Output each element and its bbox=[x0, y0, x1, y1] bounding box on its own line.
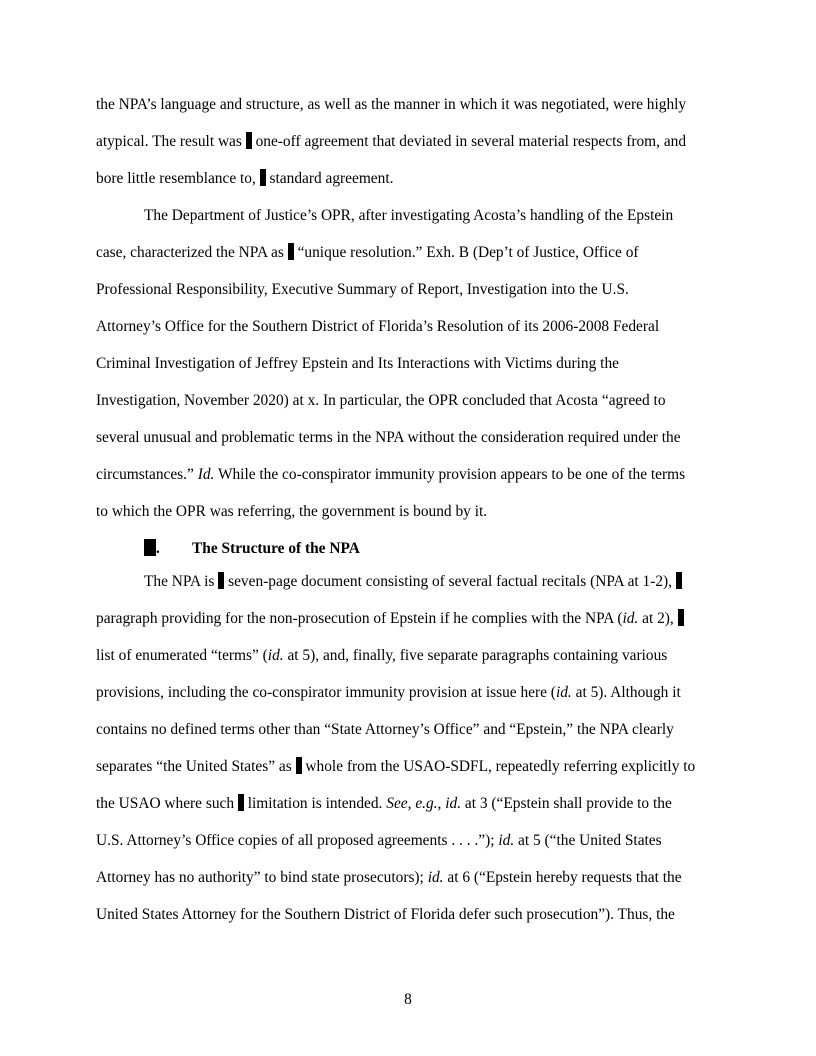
text-run: at 2), bbox=[638, 610, 678, 627]
body-line bbox=[96, 241, 639, 265]
body-line bbox=[96, 903, 675, 927]
text-run: atypical. The result was bbox=[96, 133, 246, 150]
text-run: separates “the United States” as bbox=[96, 758, 296, 775]
text-run: standard agreement. bbox=[265, 170, 394, 187]
text-run: Attorney has no authority” to bind state prosecutors); bbox=[96, 869, 428, 886]
text-run: at 6 (“Epstein hereby requests that the bbox=[443, 869, 682, 886]
body-line bbox=[96, 866, 682, 890]
body-line bbox=[96, 463, 685, 487]
body-line bbox=[96, 389, 666, 413]
text-run: at 3 (“Epstein shall provide to the bbox=[461, 795, 672, 812]
text-run: at 5), and, finally, five separate paragraphs containing various bbox=[283, 647, 668, 664]
redaction-block bbox=[144, 539, 156, 556]
body-line bbox=[96, 829, 662, 853]
text-run: United States Attorney for the Southern District of Florida defer such prosecution”). Thus, the bbox=[96, 906, 675, 923]
text-run: whole from the USAO-SDFL, repeatedly referring explicitly to bbox=[301, 758, 696, 775]
section-heading-title bbox=[192, 537, 360, 561]
heading-title: The Structure of the NPA bbox=[192, 540, 360, 557]
text-run: The NPA is bbox=[144, 573, 219, 590]
page-number: 8 bbox=[404, 991, 412, 1008]
text-run: at 5 (“the United States bbox=[514, 832, 662, 849]
body-line bbox=[96, 500, 487, 524]
redaction-block bbox=[678, 609, 684, 626]
citation-italic: See, e.g., id. bbox=[386, 795, 462, 812]
citation-italic: id. bbox=[498, 832, 515, 849]
text-run: bore little resemblance to, bbox=[96, 170, 260, 187]
text-run: list of enumerated “terms” ( bbox=[96, 647, 268, 664]
text-run: paragraph providing for the non-prosecution of Epstein if he complies with the NPA ( bbox=[96, 610, 623, 627]
citation-italic: Id. bbox=[197, 466, 215, 483]
text-run: limitation is intended. bbox=[243, 795, 387, 812]
citation-italic: id. bbox=[622, 610, 639, 627]
text-run: The Department of Justice’s OPR, after investigating Acosta’s handling of the Epstein bbox=[144, 207, 674, 224]
body-line bbox=[96, 315, 659, 339]
body-line bbox=[144, 204, 673, 228]
body-line bbox=[96, 644, 667, 668]
text-run: U.S. Attorney’s Office copies of all proposed agreements . . . .”); bbox=[96, 832, 499, 849]
text-run: provisions, including the co-conspirator immunity provision at issue here ( bbox=[96, 684, 556, 701]
text-run: “unique resolution.” Exh. B (Dep’t of Justice, Office of bbox=[293, 244, 639, 261]
text-run: circumstances.” bbox=[96, 466, 198, 483]
body-line bbox=[96, 93, 686, 117]
citation-italic: id. bbox=[427, 869, 444, 886]
body-line bbox=[96, 130, 686, 154]
body-line bbox=[96, 681, 681, 705]
text-run: at 5). Although it bbox=[571, 684, 681, 701]
text-run: Professional Responsibility, Executive Summary of Report, Investigation into the U.S. bbox=[96, 281, 629, 298]
redaction-block bbox=[676, 572, 682, 589]
text-run: the NPA’s language and structure, as well as the manner in which it was negotiated, were highly bbox=[96, 96, 687, 113]
body-line bbox=[96, 718, 674, 742]
body-line bbox=[96, 792, 672, 816]
section-heading bbox=[144, 537, 160, 561]
text-run: Investigation, November 2020) at x. In particular, the OPR concluded that Acosta “agreed to bbox=[96, 392, 666, 409]
text-run: several unusual and problematic terms in the NPA without the consideration required under the bbox=[96, 429, 681, 446]
text-run: Attorney’s Office for the Southern District of Florida’s Resolution of its 2006-2008 Federal bbox=[96, 318, 660, 335]
text-run: seven-page document consisting of several factual recitals (NPA at 1-2), bbox=[224, 573, 676, 590]
citation-italic: id. bbox=[555, 684, 572, 701]
text-run: one-off agreement that deviated in several material respects from, and bbox=[251, 133, 687, 150]
text-run: Criminal Investigation of Jeffrey Epstein and Its Interactions with Victims during the bbox=[96, 355, 619, 372]
text-run: contains no defined terms other than “State Attorney’s Office” and “Epstein,” the NPA clearly bbox=[96, 721, 674, 738]
text-run: the USAO where such bbox=[96, 795, 238, 812]
text-run: While the co-conspirator immunity provision appears to be one of the terms bbox=[214, 466, 686, 483]
body-line bbox=[96, 755, 695, 779]
body-line bbox=[144, 570, 682, 594]
body-line bbox=[96, 167, 393, 191]
body-line bbox=[96, 278, 629, 302]
citation-italic: id. bbox=[267, 647, 284, 664]
heading-marker: . bbox=[156, 540, 160, 557]
text-run: to which the OPR was referring, the government is bound by it. bbox=[96, 503, 488, 520]
body-line bbox=[96, 426, 681, 450]
body-line bbox=[96, 607, 684, 631]
text-run: case, characterized the NPA as bbox=[96, 244, 288, 261]
body-line bbox=[96, 352, 619, 376]
